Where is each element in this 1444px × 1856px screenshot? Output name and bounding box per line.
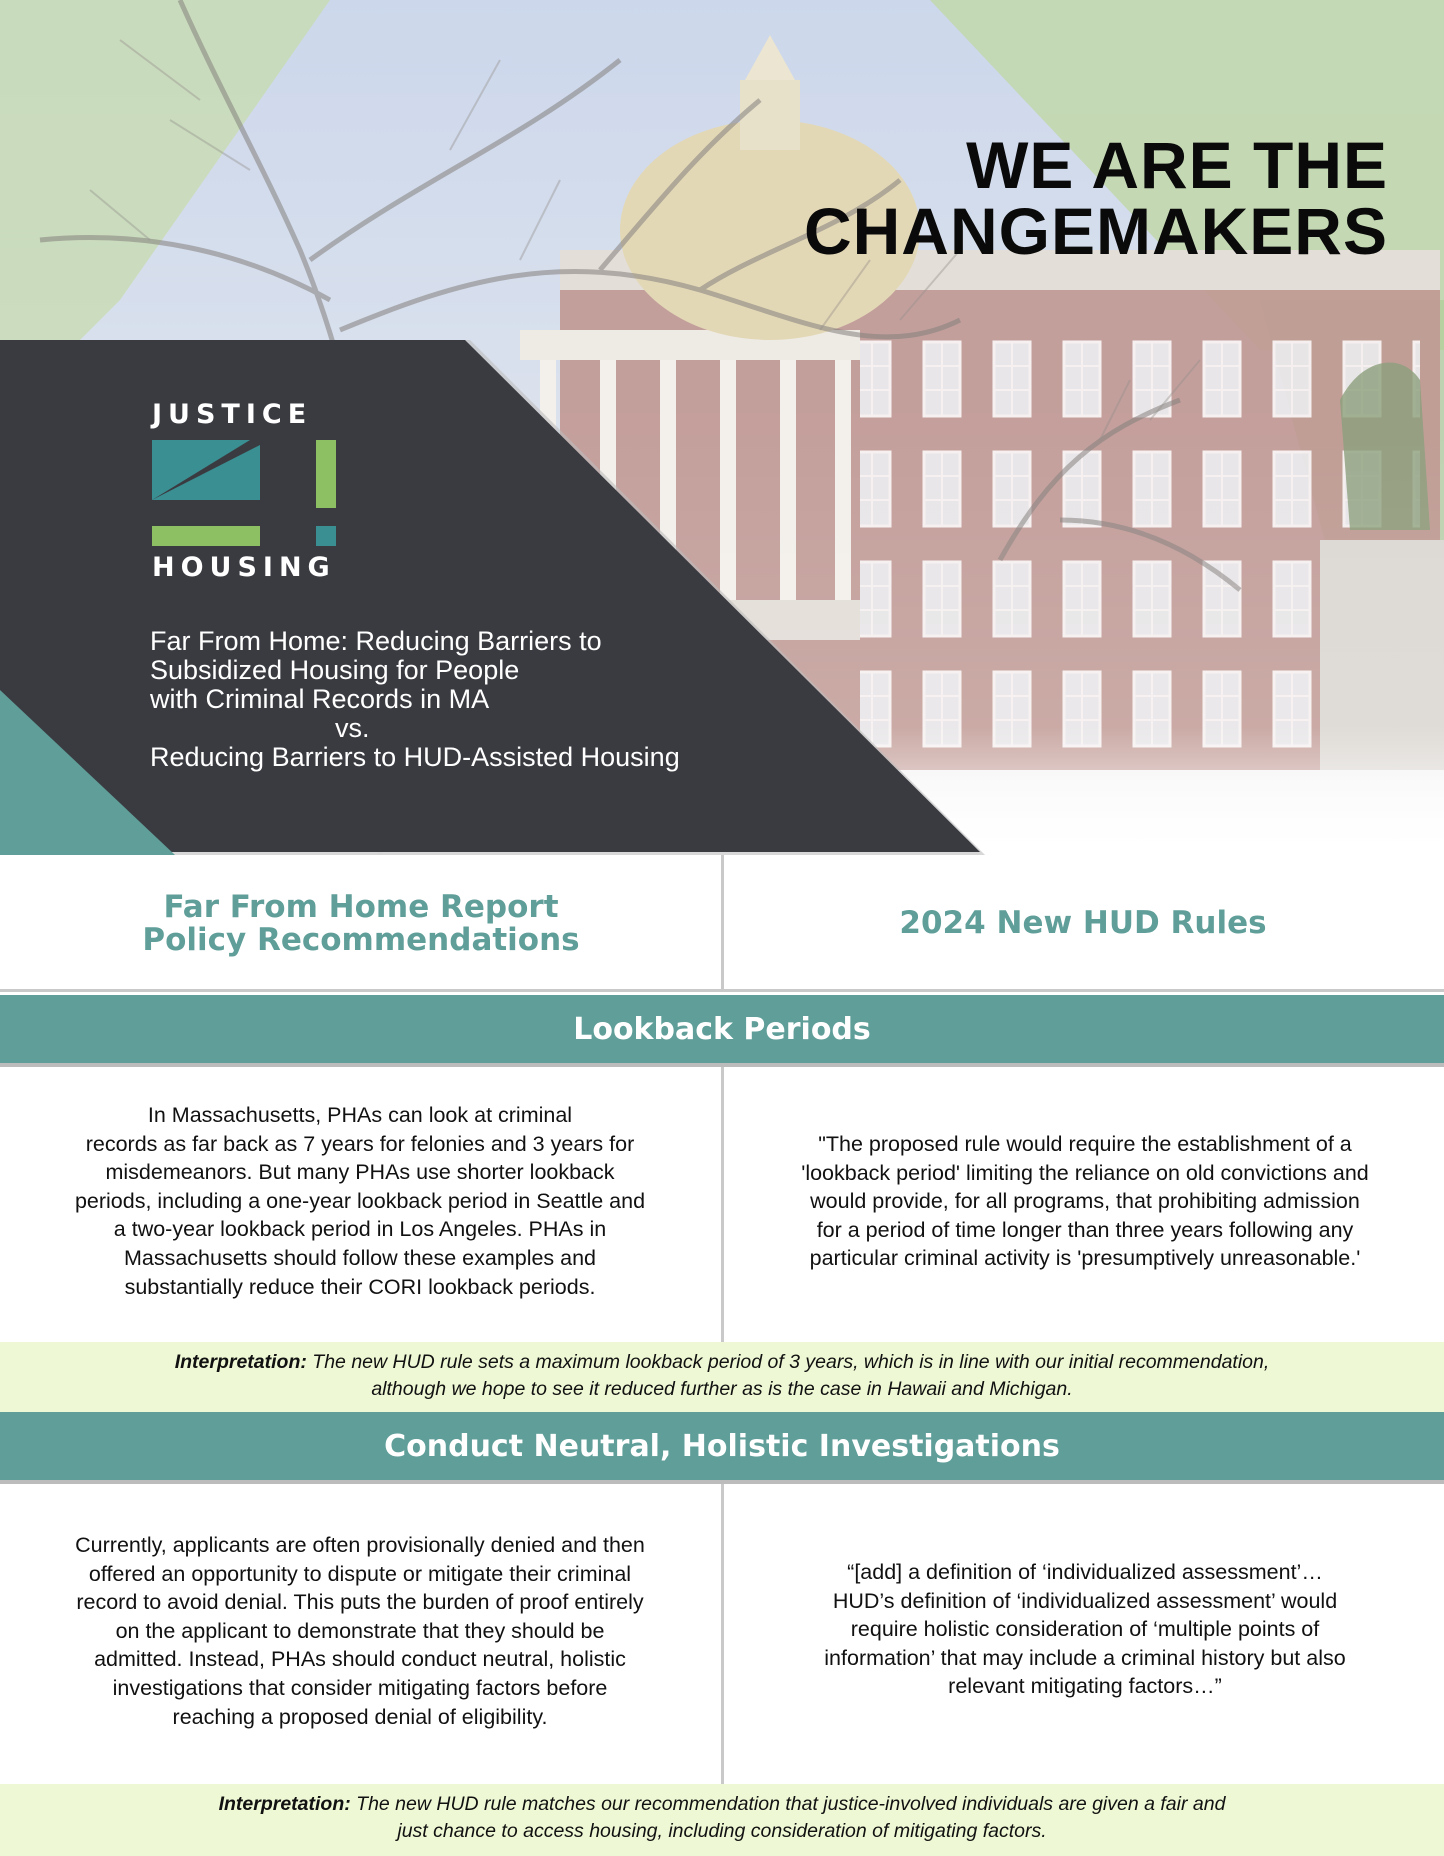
- text-line: investigations that consider mitigating factors before: [112, 1675, 608, 1700]
- subtitle-line: Subsidized Housing for People: [150, 655, 520, 685]
- text-line: records as far back as 7 years for felonies and 3 years for: [85, 1131, 635, 1156]
- hero-banner: [0, 0, 1444, 855]
- report-subtitle: [150, 627, 680, 772]
- column-divider: [721, 1067, 724, 1342]
- left-column-title: [0, 855, 722, 992]
- text-line: would provide, for all programs, that prohibiting admission: [810, 1189, 1360, 1214]
- text-line: In Massachusetts, PHAs can look at criminal: [147, 1103, 573, 1127]
- subtitle-line: Far From Home: Reducing Barriers to: [150, 626, 602, 656]
- text-line: Currently, applicants are often provisionally denied and then: [75, 1533, 645, 1557]
- text-line: misdemeanors. But many PHAs use shorter lookback: [105, 1160, 615, 1185]
- text-line: Massachusetts should follow these examples and: [123, 1245, 597, 1270]
- lookback-interpretation: [0, 1342, 1444, 1412]
- text-line: particular criminal activity is 'presumptively unreasonable.': [809, 1246, 1361, 1271]
- subtitle-line: with Criminal Records in MA: [150, 684, 490, 714]
- text-line: admitted. Instead, PHAs should conduct neutral, holistic: [94, 1647, 626, 1672]
- text-line: a two-year lookback period in Los Angeles. PHAs in: [113, 1217, 607, 1242]
- left-column-title-line-1: Far From Home Report: [163, 888, 559, 925]
- text-line: require holistic consideration of ‘multiple points of: [850, 1617, 1320, 1642]
- text-line: on the applicant to demonstrate that they should be: [115, 1618, 605, 1643]
- lookback-left-text: [30, 1101, 690, 1301]
- text-line: 'lookback period' limiting the reliance on old convictions and: [801, 1160, 1369, 1185]
- text-line: HUD’s definition of ‘individualized assessment’ would: [832, 1588, 1338, 1613]
- logo-four-mark-icon: [152, 440, 338, 547]
- text-line: "The proposed rule would require the establishment of a: [818, 1132, 1352, 1156]
- logo-word-justice: JUSTICE: [152, 399, 313, 430]
- text-line: reaching a proposed denial of eligibility.: [172, 1704, 548, 1729]
- headline-line-2: CHANGEMAKERS: [803, 194, 1388, 268]
- justice4housing-logo: [152, 400, 340, 583]
- text-line: relevant mitigating factors…”: [948, 1674, 1222, 1699]
- interpretation-label: Interpretation:: [218, 1793, 351, 1815]
- text-line: record to avoid denial. This puts the burden of proof entirely: [76, 1590, 644, 1615]
- investigations-right-quote: [752, 1558, 1418, 1701]
- investigations-interpretation: [0, 1784, 1444, 1856]
- subtitle-vs: vs.: [335, 713, 370, 743]
- column-divider: [721, 855, 724, 992]
- subtitle-line: Reducing Barriers to HUD-Assisted Housing: [150, 742, 680, 772]
- headline-line-1: WE ARE THE: [966, 128, 1388, 202]
- text-line: “[add] a definition of ‘individualized assessment’…: [847, 1560, 1323, 1584]
- text-line: information’ that may include a criminal history but also: [824, 1645, 1346, 1670]
- column-divider: [721, 1484, 724, 1784]
- interpretation-text: just chance to access housing, including consideration of mitigating factors.: [397, 1820, 1047, 1842]
- text-line: periods, including a one-year lookback period in Seattle and: [74, 1188, 646, 1213]
- investigations-left-text: [30, 1531, 690, 1731]
- section-heading-investigations: Conduct Neutral, Holistic Investigations: [0, 1412, 1444, 1480]
- interpretation-label: Interpretation:: [174, 1351, 307, 1373]
- text-line: offered an opportunity to dispute or mitigate their criminal: [88, 1561, 632, 1586]
- interpretation-text: The new HUD rule sets a maximum lookback period of 3 years, which is in line with our initial recommendation,: [312, 1351, 1270, 1373]
- text-line: for a period of time longer than three years following any: [816, 1217, 1354, 1242]
- headline: [803, 128, 1388, 268]
- logo-word-housing: HOUSING: [152, 552, 336, 583]
- text-line: substantially reduce their CORI lookback periods.: [124, 1274, 596, 1299]
- lookback-right-quote: [752, 1130, 1418, 1273]
- right-column-title: 2024 New HUD Rules: [899, 905, 1267, 941]
- interpretation-text: The new HUD rule matches our recommendation that justice-involved individuals are given a fair and: [356, 1793, 1226, 1815]
- section-heading-lookback: Lookback Periods: [0, 995, 1444, 1063]
- left-column-title-line-2: Policy Recommendations: [142, 921, 580, 958]
- interpretation-text: although we hope to see it reduced further as is the case in Hawaii and Michigan.: [371, 1378, 1073, 1400]
